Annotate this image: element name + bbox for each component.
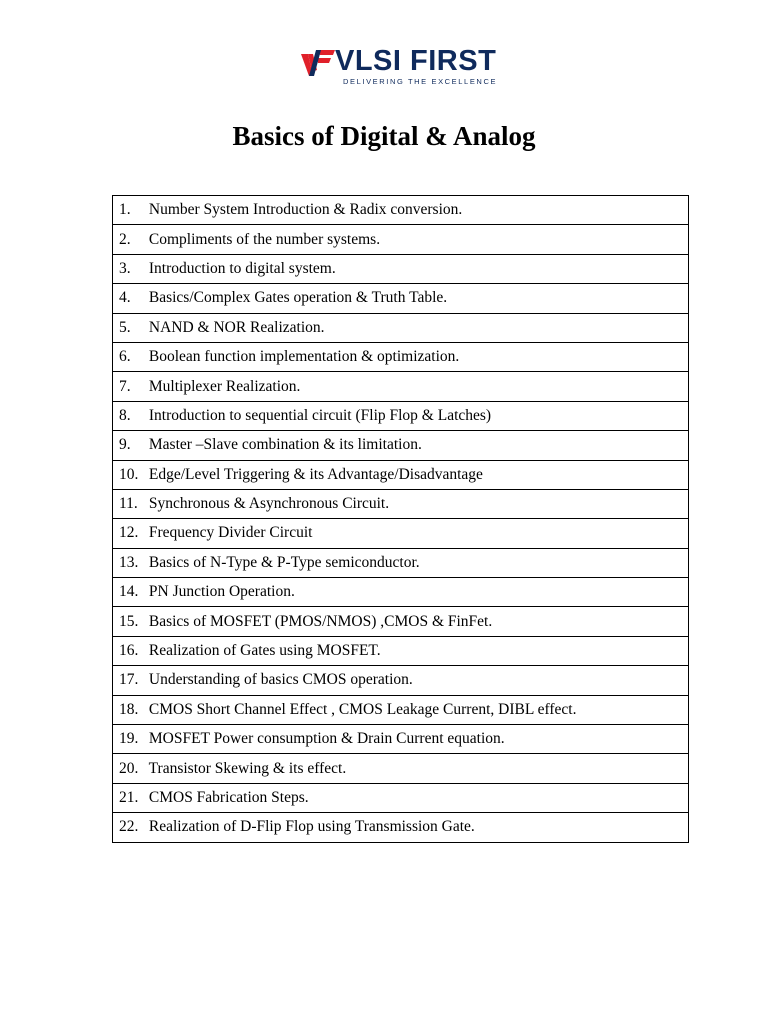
topic-cell [113,460,689,489]
table-row [113,196,689,225]
table-row [113,313,689,342]
table-row [113,578,689,607]
table-row [113,519,689,548]
topic-text: Realization of Gates using MOSFET. [148,642,381,660]
topic-text: Frequency Divider Circuit [148,524,313,542]
topic-cell [113,695,689,724]
topic-number: 2. [119,230,131,248]
topic-number: 19. [119,730,139,748]
logo-brand-text: VLSI FIRST [335,45,497,77]
table-row [113,489,689,518]
topic-text: Synchronous & Asynchronous Circuit. [148,495,390,513]
topic-number: 3. [119,259,131,277]
table-row [113,783,689,812]
topic-number: 15. [119,612,139,630]
topic-number: 21. [119,789,139,806]
table-row [113,725,689,754]
topic-text: PN Junction Operation. [148,583,295,601]
topic-text: Basics of N-Type & P-Type semiconductor. [148,553,420,571]
topic-cell [113,548,689,577]
topic-text: Number System Introduction & Radix conversion. [148,201,463,219]
topic-text: Introduction to sequential circuit (Flip Flop & Latches) [148,406,492,424]
topic-cell [113,342,689,371]
topic-number: 13. [119,553,139,571]
table-row [113,548,689,577]
vlsi-first-logo [299,44,498,90]
topic-cell [113,196,689,225]
topic-number: 17. [119,671,139,689]
topic-text: Realization of D-Flip Flop using Transmission Gate. [148,818,475,836]
topic-number: 8. [119,406,131,424]
page-title: Basics of Digital & Analog [232,121,536,151]
topic-text: CMOS Short Channel Effect , CMOS Leakage Current, DIBL effect. [148,700,577,718]
table-row [113,754,689,783]
topic-number: 18. [119,700,139,718]
topic-text: Master –Slave combination & its limitation. [148,436,422,454]
topic-cell [113,254,689,283]
topic-number: 11. [119,495,138,513]
topic-number: 6. [119,348,131,366]
topic-cell [113,607,689,636]
topic-text: Transistor Skewing & its effect. [148,759,347,777]
topic-number: 20. [119,759,139,777]
table-row [113,372,689,401]
topic-number: 16. [119,642,139,660]
topic-text: Edge/Level Triggering & its Advantage/Disadvantage [148,465,483,483]
topic-text: Introduction to digital system. [148,259,336,277]
topic-cell [113,372,689,401]
table-row [113,254,689,283]
topic-cell [113,813,689,842]
topic-cell [113,431,689,460]
topic-cell [113,666,689,695]
topic-text: MOSFET Power consumption & Drain Current equation. [148,730,505,748]
topic-cell [113,519,689,548]
topic-number: 4. [119,289,131,307]
topic-number: 9. [119,436,131,454]
topic-cell [113,313,689,342]
topic-number: 12. [119,524,139,542]
topic-number: 5. [119,318,131,336]
table-row [113,666,689,695]
topic-text: Compliments of the number systems. [148,230,381,248]
topics-table-body [113,196,689,843]
topic-text: Multiplexer Realization. [148,377,301,395]
logo-tagline: DELIVERING THE EXCELLENCE [343,77,498,86]
topic-cell [113,725,689,754]
topic-number: 10. [119,465,139,483]
vlsi-logo-mark-icon [299,48,337,80]
table-row [113,401,689,430]
topic-number: 7. [119,377,131,395]
topic-text: NAND & NOR Realization. [148,318,325,336]
table-row [113,813,689,842]
topic-cell [113,489,689,518]
topic-cell [113,225,689,254]
topic-number: 1. [119,201,131,219]
topic-cell [113,578,689,607]
table-row [113,695,689,724]
topic-cell [113,754,689,783]
table-row [113,431,689,460]
topic-number: 14. [119,583,139,601]
topic-text: Boolean function implementation & optimization. [148,348,460,366]
topic-cell [113,783,689,812]
topic-cell [113,401,689,430]
topic-cell [113,636,689,665]
topic-cell [113,284,689,313]
topic-text: CMOS Fabrication Steps. [148,789,309,806]
table-row [113,607,689,636]
topics-table [112,195,689,843]
table-row [113,460,689,489]
table-row [113,636,689,665]
table-row [113,225,689,254]
table-row [113,284,689,313]
topic-number: 22. [119,818,139,836]
topic-text: Basics of MOSFET (PMOS/NMOS) ,CMOS & FinFet. [148,612,493,630]
topic-text: Understanding of basics CMOS operation. [148,671,413,689]
topic-text: Basics/Complex Gates operation & Truth Table. [148,289,448,307]
table-row [113,342,689,371]
